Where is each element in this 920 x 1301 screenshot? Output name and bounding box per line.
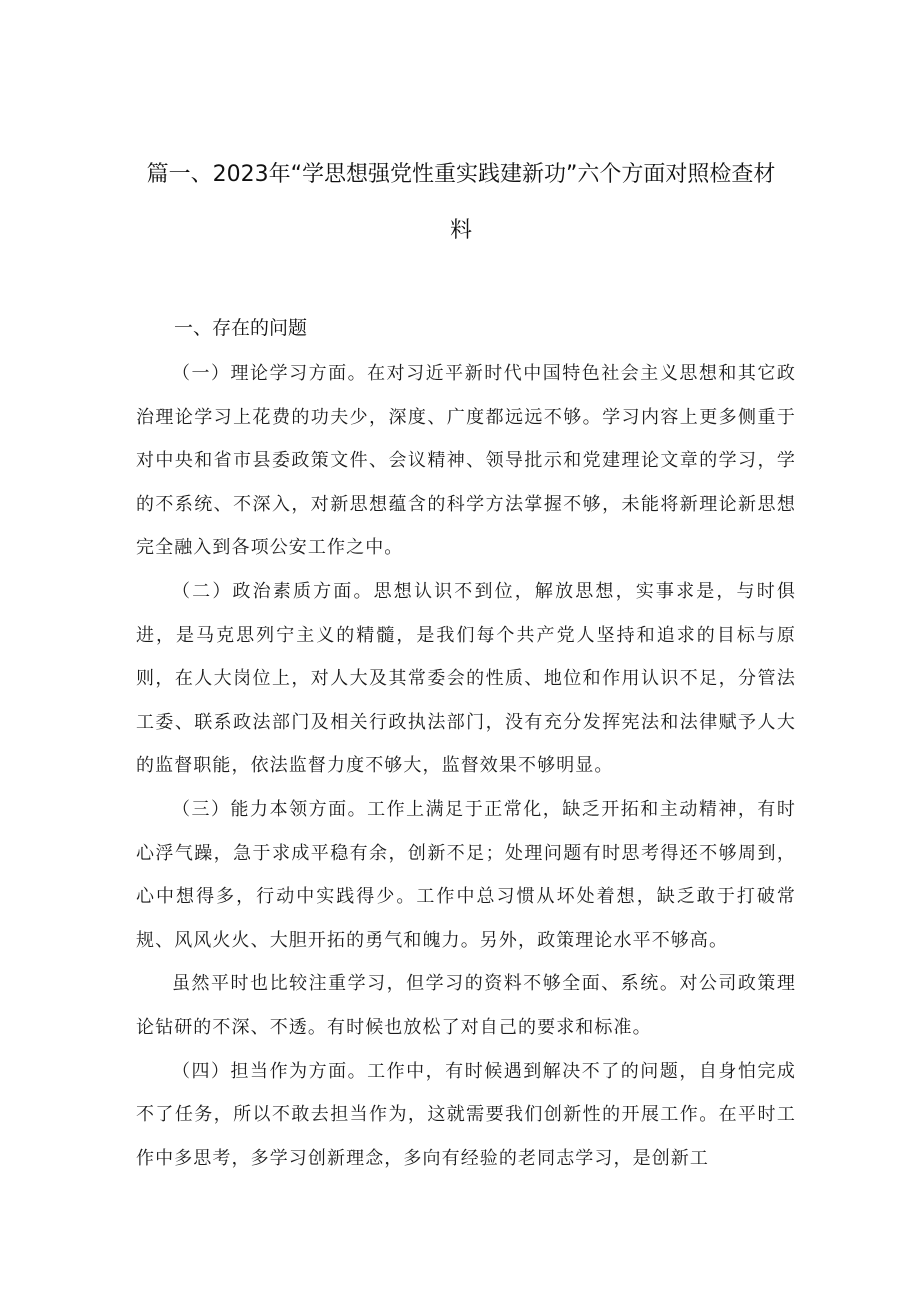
paragraph-responsibility: （四）担当作为方面。工作中，有时候遇到解决不了的问题，自身怕完成不了任务，所以不敢去担当作为，这就需要我们创新性的开展工作。在平时工作中多思考，多学习创新理念，多向有经验的老同志学习，是创新工	[136, 1060, 796, 1169]
document-body	[136, 310, 796, 1180]
section-heading: 一、存在的问题	[174, 317, 308, 339]
paragraph-study-note: 虽然平时也比较注重学习，但学习的资料不够全面、系统。对公司政策理论钻研的不深、不透。有时候也放松了对自己的要求和标准。	[136, 973, 796, 1038]
paragraph-theory-study: （一）理论学习方面。在对习近平新时代中国特色社会主义思想和其它政治理论学习上花费的功夫少，深度、广度都远远不够。学习内容上更多侧重于对中央和省市县委政策文件、会议精神、领导批示和党建理论文章的学习，学的不系统、不深入，对新思想蕴含的科学方法掌握不够，未能将新理论新思想完全融入到各项公安工作之中。	[136, 363, 796, 559]
paragraph-political-quality: （二）政治素质方面。思想认识不到位，解放思想，实事求是，与时俱进，是马克思列宁主义的精髓，是我们每个共产党人坚持和追求的目标与原则，在人大岗位上，对人大及其常委会的性质、地位和作用认识不足，分管法工委、联系政法部门及相关行政执法部门，没有充分发挥宪法和法律赋予人大的监督职能，依法监督力度不够大，监督效果不够明显。	[136, 580, 796, 777]
document-title: 篇一、2023年“学思想强党性重实践建新功”六个方面对照检查材料	[146, 162, 776, 243]
paragraph-ability: （三）能力本领方面。工作上满足于正常化，缺乏开拓和主动精神，有时心浮气躁，急于求成平稳有余，创新不足；处理问题有时思考得还不够周到，心中想得多，行动中实践得少。工作中总习惯从坏处着想，缺乏敢于打破常规、风风火火、大胆开拓的勇气和魄力。另外，政策理论水平不够高。	[136, 798, 796, 951]
